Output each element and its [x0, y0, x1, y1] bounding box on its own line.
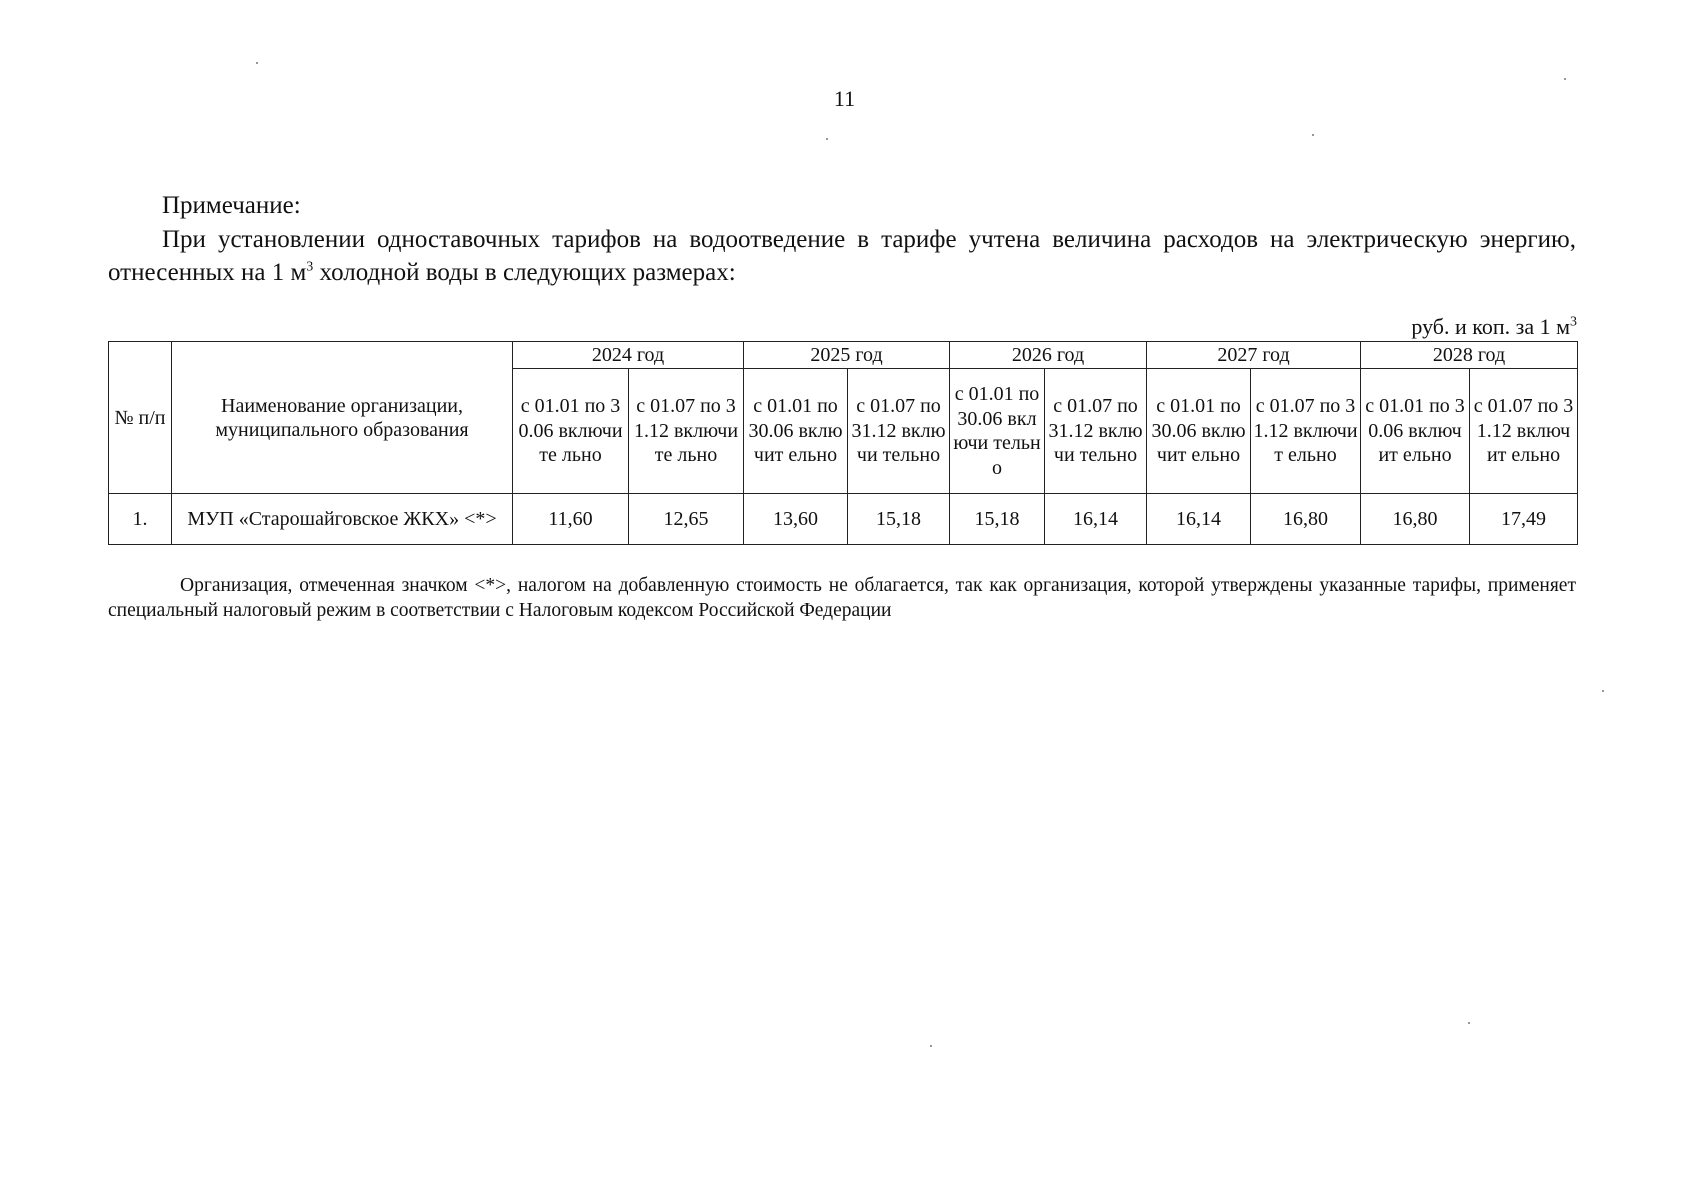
period-header: с 01.01 по 30.06 включит ельно [1147, 369, 1251, 494]
tariff-value: 16,80 [1361, 494, 1470, 545]
year-header: 2028 год [1361, 342, 1578, 369]
year-header: 2026 год [950, 342, 1147, 369]
tariff-value: 15,18 [950, 494, 1045, 545]
period-header: с 01.07 по 31.12 включите льно [629, 369, 744, 494]
year-header: 2024 год [513, 342, 744, 369]
page-number: 11 [833, 86, 856, 111]
organization-name: МУП «Старошайговское ЖКХ» <*> [172, 494, 513, 545]
period-header: с 01.01 по 30.06 включите льно [513, 369, 629, 494]
note-text-part-2: холодной воды в следующих размерах: [313, 259, 736, 286]
scan-speck [1564, 78, 1566, 80]
period-header: с 01.07 по 31.12 включи тельно [848, 369, 950, 494]
tariff-value: 15,18 [848, 494, 950, 545]
note-label: Примечание: [162, 192, 301, 219]
units-exponent: 3 [1570, 314, 1577, 330]
period-header: с 01.01 по 30.06 включи тельно [950, 369, 1045, 494]
note-text-part-1: При установлении одноставочных тарифов на водоотведение в тарифе учтена величина расходов на электрическую энергию, отнесенных на 1 м [108, 226, 1576, 286]
tariff-value: 16,80 [1251, 494, 1361, 545]
period-header: с 01.01 по 30.06 включит ельно [744, 369, 848, 494]
tariff-value: 11,60 [513, 494, 629, 545]
period-header: с 01.01 по 30.06 включит ельно [1361, 369, 1470, 494]
tariff-value: 12,65 [629, 494, 744, 545]
tariff-value: 17,49 [1470, 494, 1578, 545]
scan-speck [1312, 134, 1314, 136]
tariff-value: 13,60 [744, 494, 848, 545]
scan-speck [1602, 690, 1604, 692]
units-label [1411, 314, 1577, 340]
period-header: с 01.07 по 31.12 включи тельно [1045, 369, 1147, 494]
tariff-value: 16,14 [1147, 494, 1251, 545]
tariff-value: 16,14 [1045, 494, 1147, 545]
tariff-table [108, 341, 1578, 545]
note-unit-exponent: 3 [306, 259, 314, 275]
column-header-organization: Наименование организации, муниципального образования [172, 342, 513, 494]
table-row [109, 494, 1578, 545]
scan-speck [930, 1045, 932, 1047]
scan-speck [826, 138, 828, 140]
column-header-number: № п/п [109, 342, 172, 494]
footnote: Организация, отмеченная значком <*>, налогом на добавленную стоимость не облагается, так как организация, которой утверждены указанные тарифы, применяет специальный налоговый режим в соответствии с Налоговым кодексом Российской Федерации [108, 575, 1576, 621]
units-text: руб. и коп. за 1 м [1411, 314, 1570, 339]
year-header: 2027 год [1147, 342, 1361, 369]
note-text [108, 223, 1576, 289]
scan-speck [1468, 1022, 1470, 1024]
period-header: с 01.07 по 31.12 включит ельно [1251, 369, 1361, 494]
row-number: 1. [109, 494, 172, 545]
period-header: с 01.07 по 31.12 включит ельно [1470, 369, 1578, 494]
year-header: 2025 год [744, 342, 950, 369]
scan-speck [256, 62, 258, 64]
